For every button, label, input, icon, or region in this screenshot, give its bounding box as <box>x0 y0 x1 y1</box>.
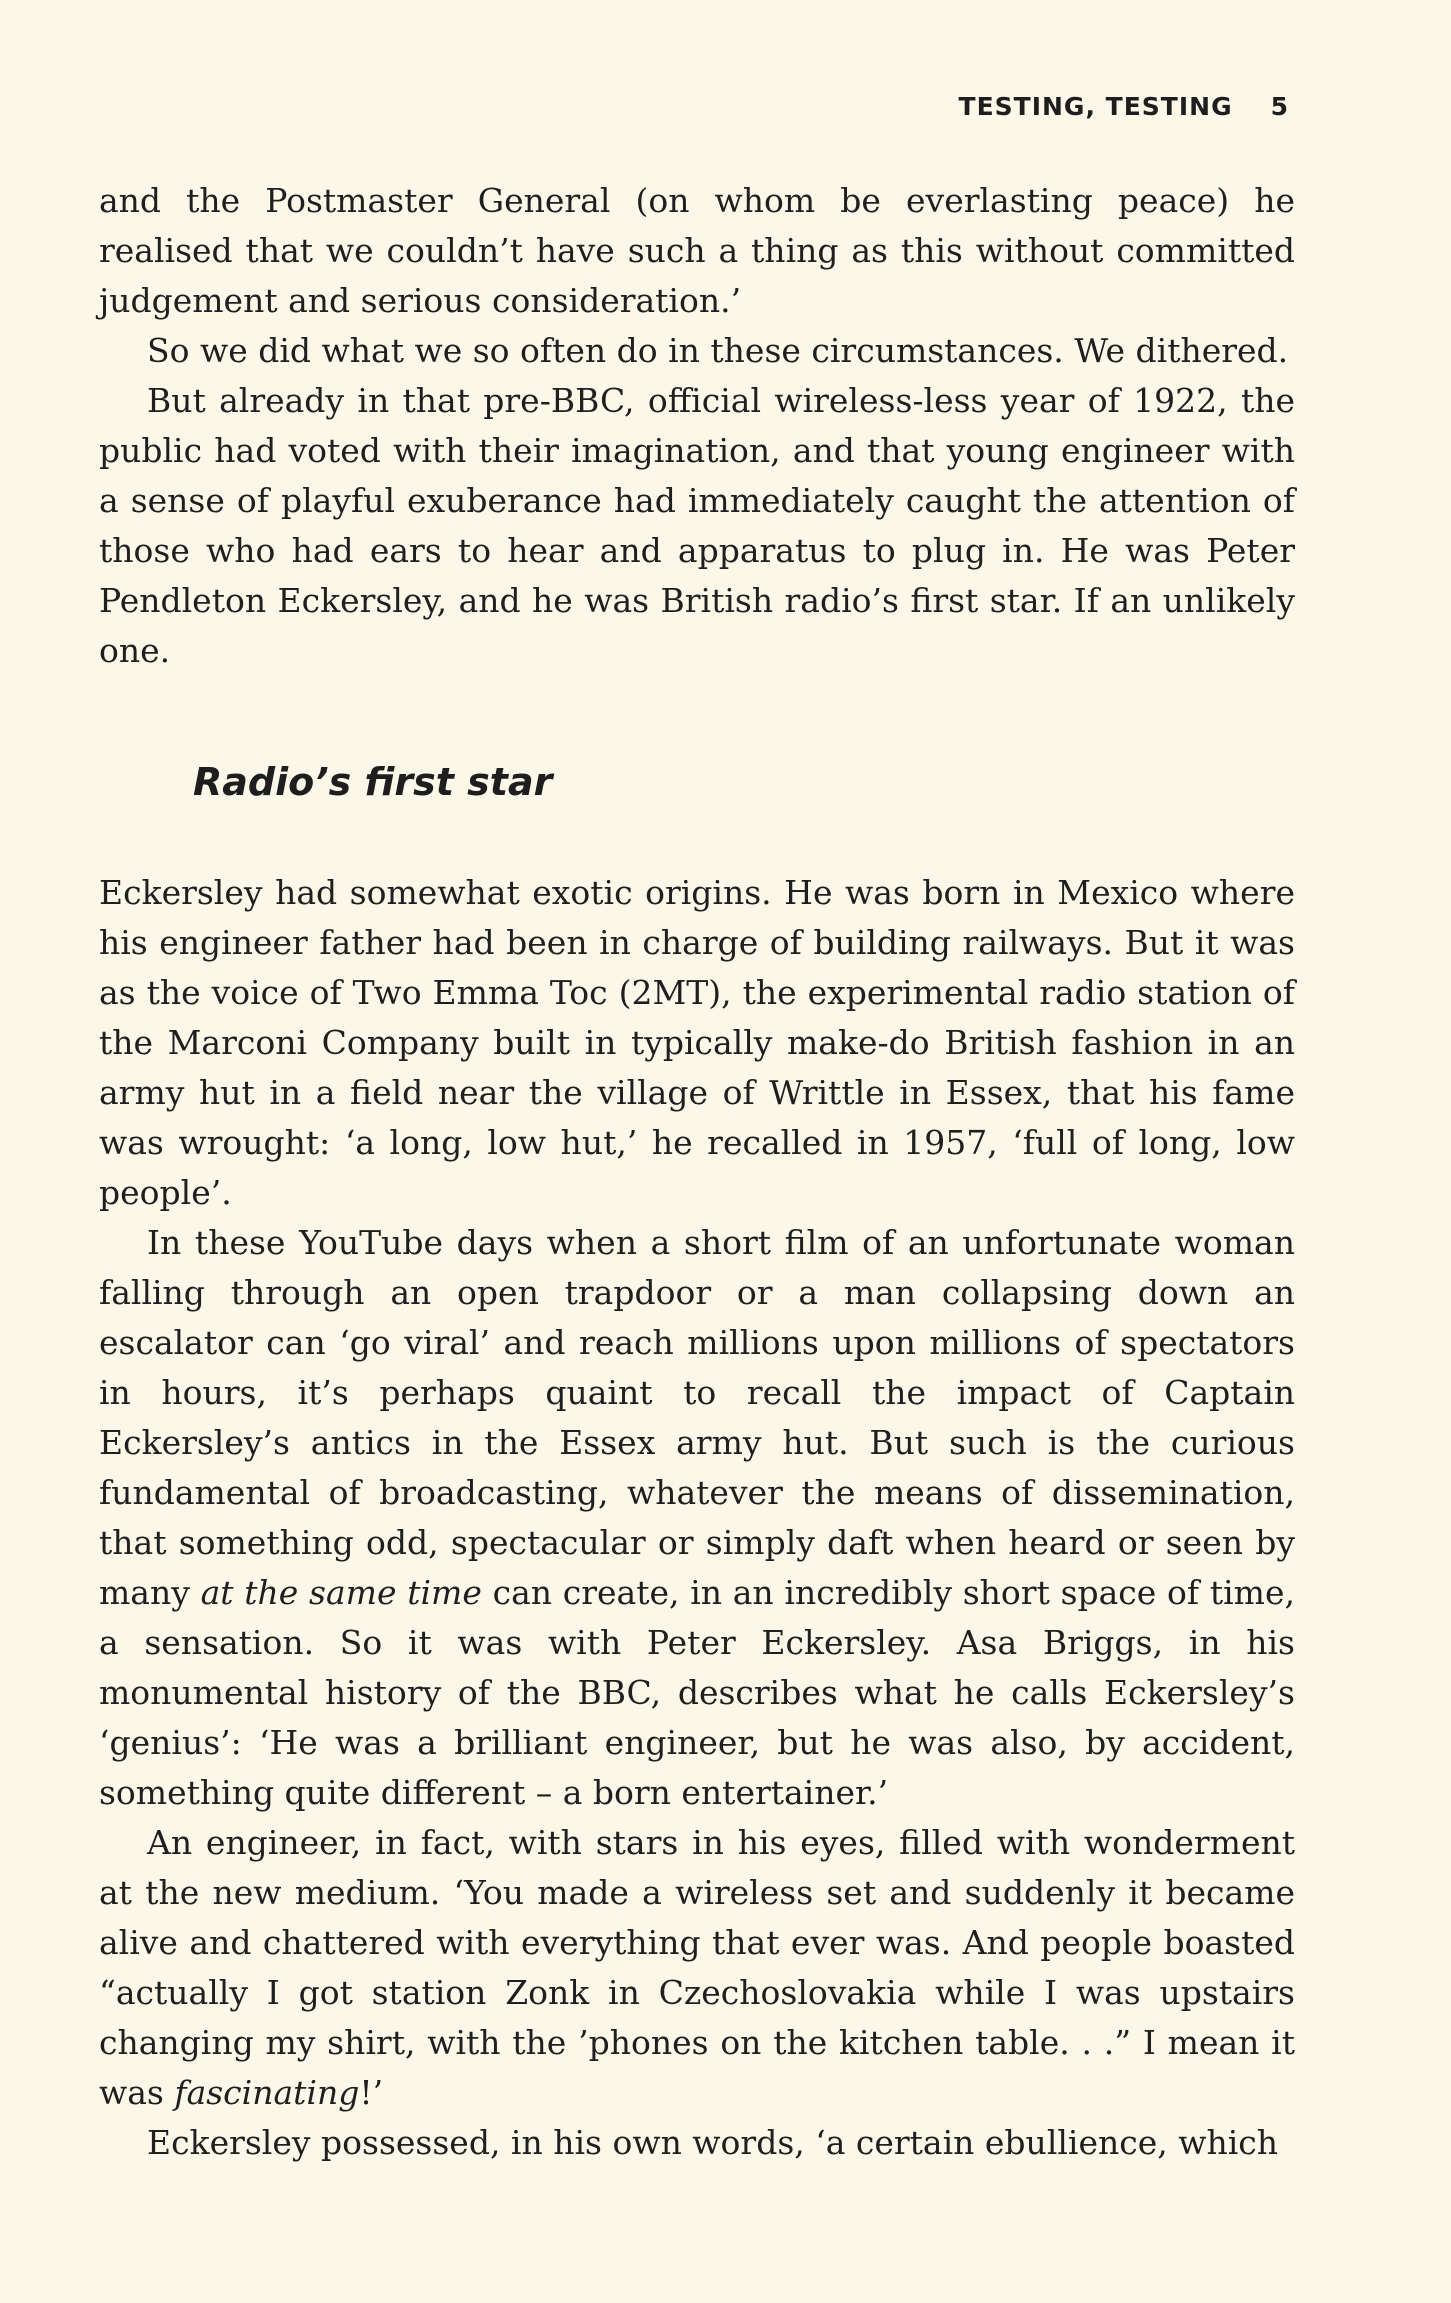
text-run: An engineer, in fact, with stars in his eyes, filled with wonderment at the new medium. ‘You made a wireless set and suddenly it became alive and chattered with everything that ever was. And people boasted “actually I got station Zonk in Czechoslovakia while I was upstairs changing my shirt, with the ’phones on the kitchen table. . .” I mean it was <box>99 1823 1295 2112</box>
text-block-section <box>99 868 1295 2168</box>
running-head-title: TESTING, TESTING <box>958 92 1233 121</box>
paragraph: But already in that pre-BBC, official wireless-less year of 1922, the public had voted with their imagination, and that young engineer with a sense of playful exuberance had immediately caught the attention of those who had ears to hear and apparatus to plug in. He was Peter Pendleton Eckersley, and he was British radio’s first star. If an unlikely one. <box>99 381 1295 670</box>
paragraph <box>99 1218 1295 1818</box>
paragraph: and the Postmaster General (on whom be everlasting peace) he realised that we couldn’t have such a thing as this without committed judgement and serious consideration.’ <box>99 181 1295 320</box>
text-run: !’ <box>359 2073 384 2112</box>
paragraph: Eckersley possessed, in his own words, ‘a certain ebullience, which <box>147 2123 1279 2162</box>
paragraph: So we did what we so often do in these circumstances. We dithered. <box>147 331 1289 370</box>
section-heading: Radio’s first star <box>193 760 553 804</box>
paragraph <box>99 1818 1295 2118</box>
paragraph: Eckersley had somewhat exotic origins. He was born in Mexico where his engineer father had been in charge of building railways. But it was as the voice of Two Emma Toc (2MT), the experimental radio station of the Marconi Company built in typically make-do British fashion in an army hut in a field near the village of Writtle in Essex, that his fame was wrought: ‘a long, low hut,’ he recalled in 1957, ‘full of long, low people’. <box>99 873 1295 1212</box>
text-run: In these YouTube days when a short film of an unfortunate woman falling through an open trapdoor or a man collapsing down an escalator can ‘go viral’ and reach millions upon millions of spectators in hours, it’s perhaps quaint to recall the impact of Captain Eckersley’s antics in the Essex army hut. But such is the curious fundamental of broadcasting, whatever the means of dissemination, that something odd, spectacular or simply daft when heard or seen by many <box>99 1223 1295 1612</box>
emphasis-text: at the same time <box>200 1573 482 1612</box>
page-number: 5 <box>1270 92 1289 121</box>
text-run: can create, in an incredibly short space of time, a sensation. So it was with Peter Eckersley. Asa Briggs, in his monumental history of the BBC, describes what he calls Eckersley’s ‘genius’: ‘He was a brilliant engineer, but he was also, by accident, something quite different – a born entertainer.’ <box>99 1573 1295 1812</box>
emphasis-text: fascinating <box>174 2073 360 2112</box>
running-head <box>959 92 1289 121</box>
text-block-opening <box>99 176 1295 676</box>
